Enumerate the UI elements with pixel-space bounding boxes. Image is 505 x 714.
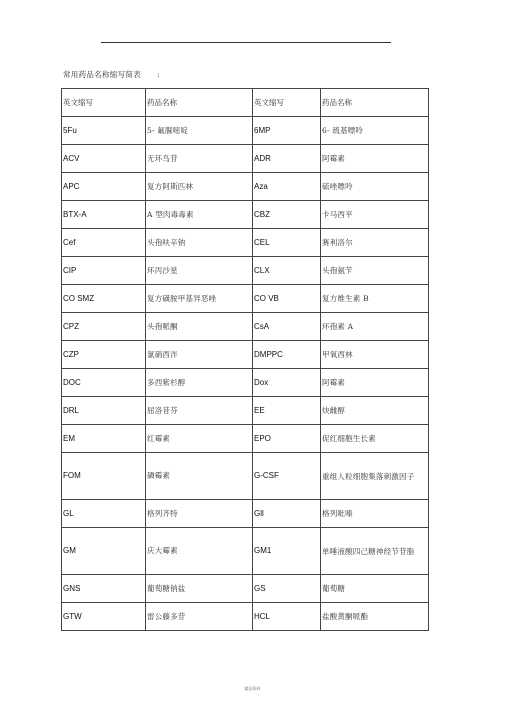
header-abbreviation: 英文缩写 bbox=[62, 89, 146, 117]
drug-name-cell: 雷公藤多苷 bbox=[146, 603, 253, 631]
abbreviation-cell: ADR bbox=[253, 145, 321, 173]
abbreviation-cell: BTX-A bbox=[62, 201, 146, 229]
table-row bbox=[62, 201, 429, 229]
table-row bbox=[62, 341, 429, 369]
header-abbreviation: 英文缩写 bbox=[253, 89, 321, 117]
abbreviation-cell: Dox bbox=[253, 369, 321, 397]
drug-name-cell: 头孢哌酮 bbox=[146, 313, 253, 341]
table-row bbox=[62, 229, 429, 257]
abbreviation-cell: CO SMZ bbox=[62, 285, 146, 313]
table-row bbox=[62, 453, 429, 500]
drug-name-cell: 屈洛昔芬 bbox=[146, 397, 253, 425]
drug-name-cell: 葡萄糖 bbox=[321, 575, 429, 603]
abbreviation-cell: 6MP bbox=[253, 117, 321, 145]
table-row bbox=[62, 603, 429, 631]
drug-name-cell: 炔雌醇 bbox=[321, 397, 429, 425]
abbreviation-cell: CPZ bbox=[62, 313, 146, 341]
drug-name-cell: 氯硝西泮 bbox=[146, 341, 253, 369]
drug-name-cell: 单唾液酸四己糖神经节苷脂 bbox=[321, 528, 429, 575]
abbreviation-cell: CsA bbox=[253, 313, 321, 341]
abbreviation-cell: FOM bbox=[62, 453, 146, 500]
abbreviation-cell: EE bbox=[253, 397, 321, 425]
table-row bbox=[62, 285, 429, 313]
abbreviation-cell: DRL bbox=[62, 397, 146, 425]
drug-name-cell: 复方阿斯匹林 bbox=[146, 173, 253, 201]
drug-name-cell: 无环鸟苷 bbox=[146, 145, 253, 173]
drug-name-cell: 甲氧西林 bbox=[321, 341, 429, 369]
abbreviation-cell: GL bbox=[62, 500, 146, 528]
table-row bbox=[62, 145, 429, 173]
abbreviation-cell: GM1 bbox=[253, 528, 321, 575]
abbreviation-cell: CZP bbox=[62, 341, 146, 369]
page-footer: 精品资料 bbox=[244, 686, 261, 691]
drug-name-cell: 葡萄糖钠盐 bbox=[146, 575, 253, 603]
abbreviation-cell: CEL bbox=[253, 229, 321, 257]
abbreviation-cell: CIP bbox=[62, 257, 146, 285]
abbreviation-cell: DMPPC bbox=[253, 341, 321, 369]
abbreviation-cell: CO VB bbox=[253, 285, 321, 313]
table-header-row bbox=[62, 89, 429, 117]
abbreviation-cell: DOC bbox=[62, 369, 146, 397]
abbreviation-cell: ACV bbox=[62, 145, 146, 173]
abbreviation-cell: GTW bbox=[62, 603, 146, 631]
drug-name-cell: 硫唑嘌呤 bbox=[321, 173, 429, 201]
table-row bbox=[62, 425, 429, 453]
abbreviation-cell: Gll bbox=[253, 500, 321, 528]
abbreviation-cell: GS bbox=[253, 575, 321, 603]
table-row bbox=[62, 575, 429, 603]
abbreviation-cell: HCL bbox=[253, 603, 321, 631]
abbreviation-cell: Aza bbox=[253, 173, 321, 201]
drug-name-cell: 赛利洛尔 bbox=[321, 229, 429, 257]
abbreviation-cell: EM bbox=[62, 425, 146, 453]
header-drug-name: 药品名称 bbox=[321, 89, 429, 117]
abbreviation-cell: GNS bbox=[62, 575, 146, 603]
abbreviation-cell: G-CSF bbox=[253, 453, 321, 500]
abbreviation-cell: Cef bbox=[62, 229, 146, 257]
abbreviation-cell: CLX bbox=[253, 257, 321, 285]
document-title: 常用药品名称缩写简表 : bbox=[63, 70, 160, 79]
drug-name-cell: 环丙沙星 bbox=[146, 257, 253, 285]
drug-name-cell: 格列吡嗪 bbox=[321, 500, 429, 528]
table-row bbox=[62, 257, 429, 285]
table-row bbox=[62, 500, 429, 528]
abbreviation-cell: EPO bbox=[253, 425, 321, 453]
table-row bbox=[62, 117, 429, 145]
drug-name-cell: 阿霉素 bbox=[321, 369, 429, 397]
table-row bbox=[62, 397, 429, 425]
drug-name-cell: 环孢素 A bbox=[321, 313, 429, 341]
abbreviation-cell: CBZ bbox=[253, 201, 321, 229]
header-rule bbox=[101, 42, 391, 43]
drug-name-cell: 复方维生素 B bbox=[321, 285, 429, 313]
table-row bbox=[62, 173, 429, 201]
abbreviation-cell: 5Fu bbox=[62, 117, 146, 145]
table-row bbox=[62, 313, 429, 341]
drug-name-cell: 重组人粒细胞集落刺激因子 bbox=[321, 453, 429, 500]
drug-name-cell: 头孢呋辛钠 bbox=[146, 229, 253, 257]
abbreviation-cell: GM bbox=[62, 528, 146, 575]
drug-name-cell: 磷霉素 bbox=[146, 453, 253, 500]
drug-name-cell: 格列齐特 bbox=[146, 500, 253, 528]
drug-abbreviation-table bbox=[61, 88, 429, 631]
drug-name-cell: 多西紫杉醇 bbox=[146, 369, 253, 397]
drug-name-cell: 头孢氨苄 bbox=[321, 257, 429, 285]
table-row bbox=[62, 369, 429, 397]
drug-name-cell: 复方磺胺甲基异恶唑 bbox=[146, 285, 253, 313]
drug-name-cell: A 型肉毒毒素 bbox=[146, 201, 253, 229]
drug-name-cell: 卡马西平 bbox=[321, 201, 429, 229]
drug-name-cell: 盐酸黄酮哌酯 bbox=[321, 603, 429, 631]
abbreviation-cell: APC bbox=[62, 173, 146, 201]
drug-name-cell: 5- 氟脲嘧啶 bbox=[146, 117, 253, 145]
drug-name-cell: 红霉素 bbox=[146, 425, 253, 453]
header-drug-name: 药品名称 bbox=[146, 89, 253, 117]
table-row bbox=[62, 528, 429, 575]
drug-name-cell: 促红细胞生长素 bbox=[321, 425, 429, 453]
drug-name-cell: 阿霉素 bbox=[321, 145, 429, 173]
drug-name-cell: 6- 巯基嘌呤 bbox=[321, 117, 429, 145]
drug-name-cell: 庆大霉素 bbox=[146, 528, 253, 575]
